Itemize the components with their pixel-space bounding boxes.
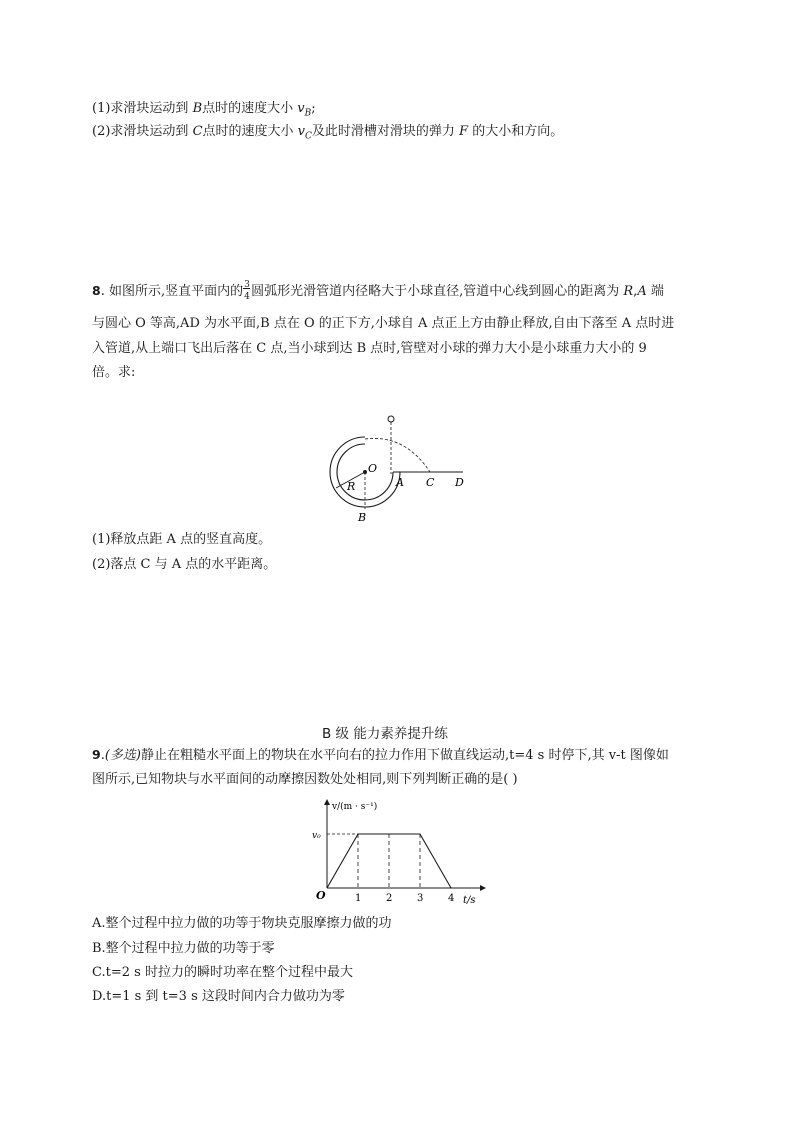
label-C: C [426, 476, 435, 489]
q9-line2: 图所示,已知物块与水平面间的动摩擦因数处处相同,则下列判断正确的是( ) [92, 772, 518, 787]
label-B: B [358, 511, 367, 524]
x-tick-label: 1 [355, 893, 362, 904]
label-R: R [347, 480, 356, 493]
release-point-icon [388, 416, 394, 422]
x-tick-label: 2 [386, 893, 393, 904]
q7-sub1: (1)求滑块运动到 B点时的速度大小 $v_B$; [92, 101, 316, 119]
x-tick-label: 4 [448, 893, 455, 904]
label-A: A [396, 476, 404, 489]
x-tick-label: 3 [417, 893, 424, 904]
v0-label: v₀ [312, 831, 321, 841]
q9-option-D: D.t=1 s 到 t=3 s 这段时间内合力做功为零 [92, 989, 345, 1004]
label-D: D [455, 476, 464, 489]
q8-line3: 入管道,从上端口飞出后落在 C 点,当小球到达 B 点时,管壁对小球的弹力大小是小球重力大小的 9 [92, 341, 647, 356]
q8-line1: 8. 如图所示,竖直平面内的 3 4 圆弧形光滑管道内径略大于小球直径,管道中心线到圆心的距离为 R,A 端 [92, 280, 664, 302]
q8-tube-figure [320, 412, 480, 522]
origin-label: O [316, 889, 326, 902]
fraction-three-quarters: 3 4 [244, 280, 250, 302]
q8-sub2: (2)落点 C 与 A 点的水平距离。 [92, 557, 277, 572]
q9-line1: 9.(多选)静止在粗糙水平面上的物块在水平向右的拉力作用下做直线运动,t=4 s 时停下,其 v-t 图像如 [92, 747, 669, 763]
q9-option-A: A.整个过程中拉力做的功等于物块克服摩擦力做的功 [92, 916, 392, 931]
label-O: O [368, 462, 378, 475]
q9-vt-graph [310, 797, 490, 907]
q8-line4: 倍。求: [92, 365, 136, 380]
section-title: B 级 能力素养提升练 [322, 726, 448, 742]
q7-sub2: (2)求滑块运动到 C点时的速度大小 $v_C$及此时滑槽对滑块的弹力 F 的大小和方向。 [92, 124, 564, 142]
q9-option-B: B.整个过程中拉力做的功等于零 [92, 941, 275, 956]
x-axis-label: t/s [463, 895, 476, 906]
y-axis-label: v/(m · s⁻¹) [332, 802, 378, 812]
q8-line2: 与圆心 O 等高,AD 为水平面,B 点在 O 的正下方,小球自 A 点正上方由静止释放,自由下落至 A 点时进 [92, 316, 675, 331]
q9-option-C: C.t=2 s 时拉力的瞬时功率在整个过程中最大 [92, 965, 353, 980]
q8-sub1: (1)释放点距 A 点的竖直高度。 [92, 532, 272, 547]
